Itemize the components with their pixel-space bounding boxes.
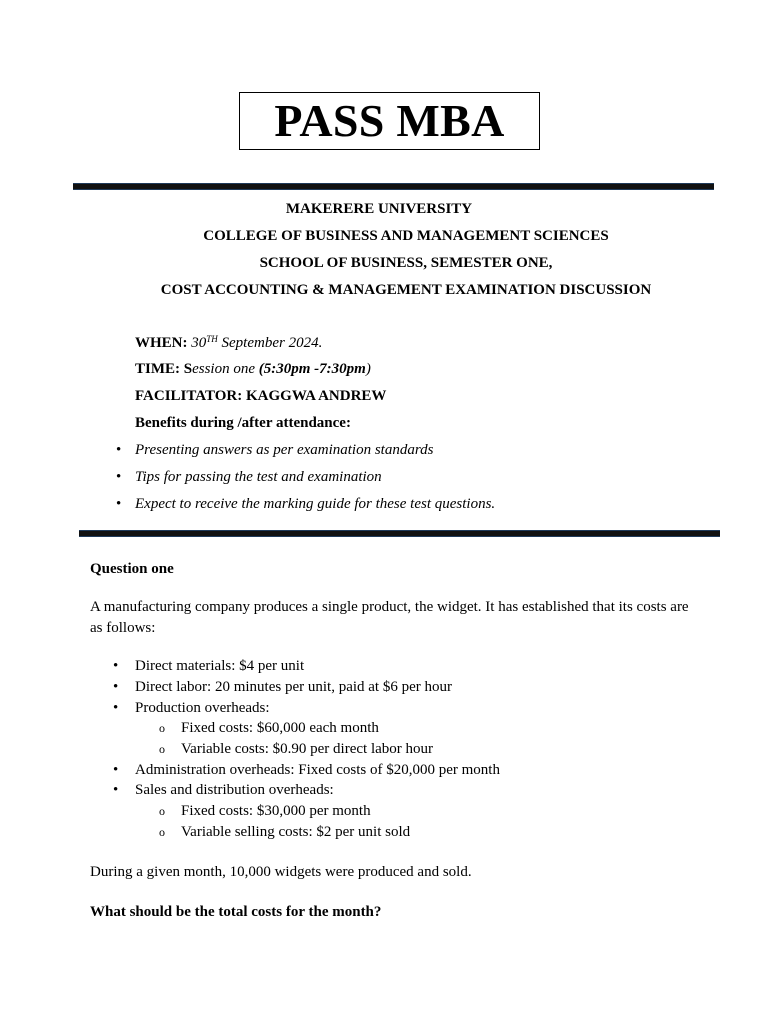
course-title: COST ACCOUNTING & MANAGEMENT EXAMINATION DISCUSSION <box>160 282 652 298</box>
bullet-icon: • <box>113 679 119 695</box>
bullet-icon: • <box>116 469 122 485</box>
school-semester: SCHOOL OF BUSINESS, SEMESTER ONE, <box>259 255 553 271</box>
list-item <box>113 698 270 718</box>
time-s: S <box>180 361 193 377</box>
benefit-text: Expect to receive the marking guide for these test questions. <box>135 496 496 512</box>
list-item-text: Direct materials: $4 per unit <box>135 658 305 674</box>
benefits-heading-text: Benefits during /after attendance: <box>135 415 351 431</box>
when-day: 30 <box>187 335 207 351</box>
benefit-item <box>116 496 495 513</box>
list-item-text: Fixed costs: $60,000 each month <box>181 720 379 736</box>
sub-list-item <box>159 718 379 738</box>
circle-bullet-icon: o <box>159 721 165 735</box>
bullet-icon: • <box>116 496 122 512</box>
list-item-text: Variable selling costs: $2 per unit sold <box>181 824 411 840</box>
university-name: MAKERERE UNIVERSITY <box>285 201 473 217</box>
title-box <box>239 92 540 150</box>
list-item-text: Variable costs: $0.90 per direct labor hour <box>181 741 434 757</box>
list-item <box>113 760 500 780</box>
question-title: Question one <box>90 561 174 577</box>
list-item-text: Direct labor: 20 minutes per unit, paid at $6 per hour <box>135 679 452 695</box>
bullet-icon: • <box>113 658 119 674</box>
question-intro: A manufacturing company produces a single product, the widget. It has established that its costs are as follows: <box>90 599 689 636</box>
list-item <box>113 780 334 800</box>
benefit-text: Tips for passing the test and examination <box>135 469 382 485</box>
question-prompt: What should be the total costs for the month? <box>90 904 382 920</box>
list-item-text: Sales and distribution overheads: <box>135 782 334 798</box>
benefit-item <box>116 469 382 486</box>
bullet-icon: • <box>113 700 119 716</box>
sub-list-item <box>159 801 371 821</box>
circle-bullet-icon: o <box>159 825 165 839</box>
circle-bullet-icon: o <box>159 804 165 818</box>
time-line <box>135 361 371 378</box>
when-rest: September 2024. <box>217 335 323 351</box>
facilitator-line <box>135 388 386 405</box>
list-item-text: Administration overheads: Fixed costs of $20,000 per month <box>135 762 500 778</box>
benefit-item <box>116 442 433 459</box>
when-suffix: TH <box>206 334 218 344</box>
sub-list-item <box>159 822 410 842</box>
bullet-icon: • <box>113 762 119 778</box>
list-item-text: Production overheads: <box>135 700 270 716</box>
time-range: (5:30pm -7:30pm <box>258 361 366 377</box>
bullet-icon: • <box>113 782 119 798</box>
benefits-heading <box>135 415 351 432</box>
time-session: ession one <box>192 361 259 377</box>
sub-list-item <box>159 739 433 759</box>
list-item-text: Fixed costs: $30,000 per month <box>181 803 371 819</box>
when-line <box>135 334 322 352</box>
bullet-icon: • <box>116 442 122 458</box>
list-item <box>113 677 452 697</box>
bottom-divider <box>79 530 720 537</box>
college-name: COLLEGE OF BUSINESS AND MANAGEMENT SCIENCES <box>203 228 609 244</box>
top-divider <box>73 183 714 190</box>
when-label: WHEN: <box>135 335 188 351</box>
circle-bullet-icon: o <box>159 742 165 756</box>
time-close: ) <box>365 361 371 377</box>
page-title: PASS MBA <box>274 95 505 146</box>
question-statement: During a given month, 10,000 widgets were produced and sold. <box>90 864 472 880</box>
facilitator: FACILITATOR: KAGGWA ANDREW <box>135 388 387 404</box>
benefit-text: Presenting answers as per examination standards <box>135 442 434 458</box>
list-item <box>113 656 304 676</box>
time-label: TIME: <box>135 361 180 377</box>
